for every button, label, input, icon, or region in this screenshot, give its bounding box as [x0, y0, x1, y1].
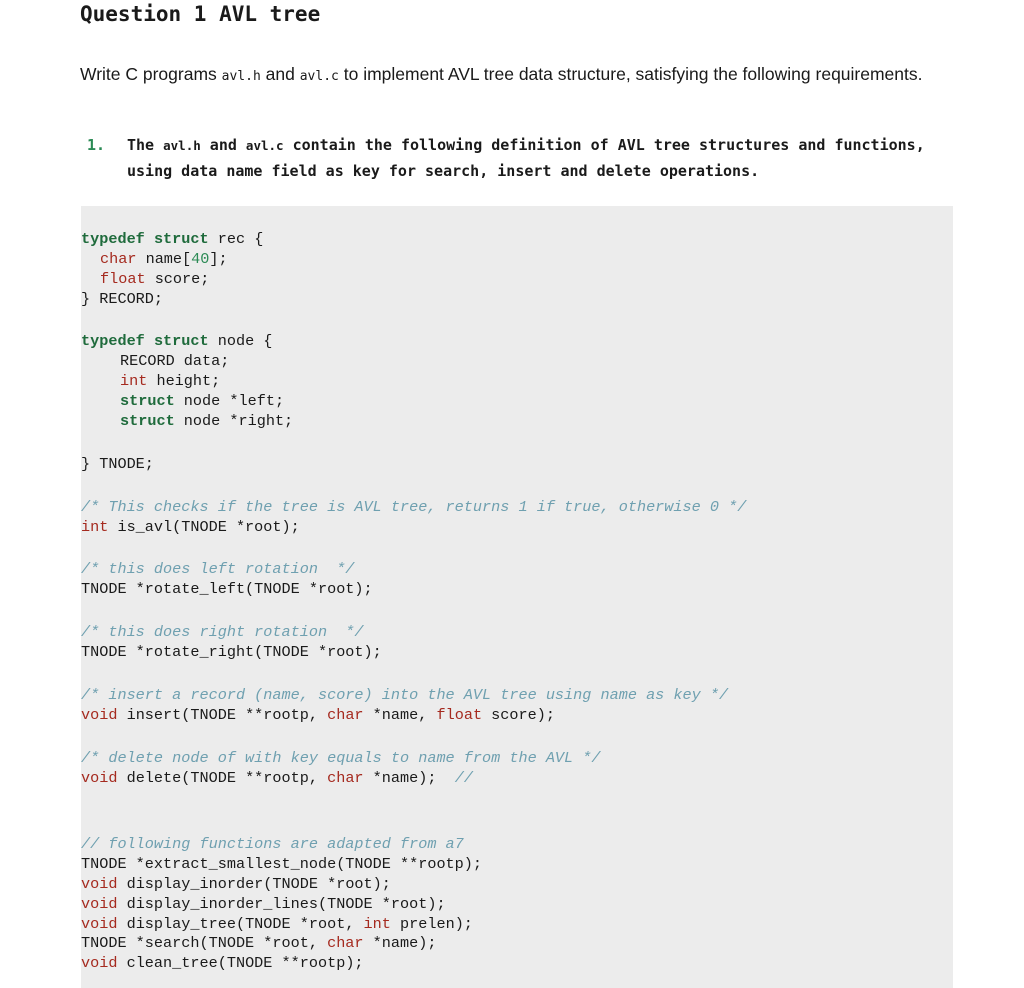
code-token: node *right; [174, 412, 294, 430]
code-token: void [81, 895, 118, 913]
code-token: char [100, 250, 137, 268]
code-line-node-close: } TNODE; [81, 455, 154, 473]
code-line-rotate-right: TNODE *rotate_right(TNODE *root); [81, 643, 382, 661]
code-token: is_avl(TNODE *root); [108, 518, 300, 536]
code-token: int [81, 518, 109, 536]
code-token: void [81, 875, 118, 893]
requirement-text [127, 133, 947, 183]
code-token: score; [145, 270, 210, 288]
code-line-height [120, 372, 220, 391]
code-line-rec-close: } RECORD; [81, 290, 164, 308]
code-token: height; [147, 372, 221, 390]
code-token: int [363, 915, 391, 933]
code-token: void [81, 915, 118, 933]
requirement-file-c: avl.c [245, 138, 284, 153]
code-line-extract: TNODE *extract_smallest_node(TNODE **rootp); [81, 855, 483, 873]
code-comment-rotate-left: /* this does left rotation */ [81, 560, 355, 578]
code-token: struct [120, 412, 175, 430]
code-line-score [100, 270, 209, 289]
code-token: int [120, 372, 148, 390]
code-token: char [327, 934, 364, 952]
code-token: float [436, 706, 483, 724]
code-line-display-inorder [81, 875, 391, 894]
code-comment-insert: /* insert a record (name, score) into the AVL tree using name as key */ [81, 686, 729, 704]
code-token: // [454, 769, 473, 787]
requirement-file-h: avl.h [163, 138, 201, 153]
code-token: void [81, 706, 118, 724]
code-token: 40 [191, 250, 210, 268]
code-token: *name); [363, 769, 455, 787]
code-token: insert(TNODE **rootp, [117, 706, 328, 724]
intro-paragraph [80, 61, 960, 90]
code-token: clean_tree(TNODE **rootp); [117, 954, 364, 972]
code-token: ]; [209, 250, 228, 268]
code-line-delete [81, 769, 473, 788]
code-token: struct [153, 332, 209, 350]
code-token: typedef [81, 230, 145, 248]
code-token: prelen); [390, 915, 473, 933]
code-token: char [327, 706, 364, 724]
requirement-suffix: contain the following definition of AVL tree structures and functions, using data name field as key for search, insert and delete operations. [127, 136, 925, 180]
requirement-prefix: The [127, 136, 164, 154]
code-comment-following: // following functions are adapted from a7 [81, 835, 464, 853]
code-line-is-avl [81, 518, 300, 537]
requirement-and: and [200, 136, 246, 154]
question-title: Question 1 AVL tree [80, 2, 321, 26]
code-token: struct [153, 230, 209, 248]
code-comment-is-avl: /* This checks if the tree is AVL tree, returns 1 if true, otherwise 0 */ [81, 498, 747, 516]
code-line-display-inorder-lines [81, 895, 446, 914]
intro-and: and [260, 64, 300, 84]
code-token: score); [482, 706, 555, 724]
code-line-left [120, 392, 284, 411]
code-line-data: RECORD data; [120, 352, 230, 370]
code-line-search [81, 934, 436, 953]
code-line-clean-tree [81, 954, 364, 973]
intro-suffix: to implement AVL tree data structure, satisfying the following requirements. [338, 64, 923, 84]
intro-prefix: Write C programs [80, 64, 222, 84]
code-token: typedef [81, 332, 145, 350]
code-comment-rotate-right: /* this does right rotation */ [81, 623, 364, 641]
code-token: name[ [136, 250, 192, 268]
code-token: float [100, 270, 146, 288]
code-token: display_inorder(TNODE *root); [117, 875, 391, 893]
code-token: TNODE *search(TNODE *root, [81, 934, 328, 952]
code-line-display-tree [81, 915, 473, 934]
code-token: rec { [208, 230, 264, 248]
code-token: node { [208, 332, 273, 350]
code-line-rec-typedef [81, 230, 263, 249]
code-token: char [327, 769, 364, 787]
code-line-right [120, 412, 293, 431]
code-token: struct [120, 392, 175, 410]
code-token: *name); [363, 934, 437, 952]
code-token: void [81, 769, 118, 787]
code-line-rotate-left: TNODE *rotate_left(TNODE *root); [81, 580, 373, 598]
code-token: void [81, 954, 118, 972]
code-comment-delete: /* delete node of with key equals to name from the AVL */ [81, 749, 601, 767]
code-line-insert [81, 706, 555, 725]
intro-file-c: avl.c [299, 69, 339, 84]
code-token: node *left; [174, 392, 285, 410]
intro-file-h: avl.h [221, 69, 261, 84]
code-line-name [100, 250, 228, 269]
code-token: *name, [363, 706, 437, 724]
code-block [81, 206, 953, 988]
code-line-node-typedef [81, 332, 272, 351]
code-token: delete(TNODE **rootp, [117, 769, 328, 787]
code-token: display_inorder_lines(TNODE *root); [117, 895, 446, 913]
code-token: display_tree(TNODE *root, [117, 915, 364, 933]
requirement-number: 1. [87, 136, 106, 154]
